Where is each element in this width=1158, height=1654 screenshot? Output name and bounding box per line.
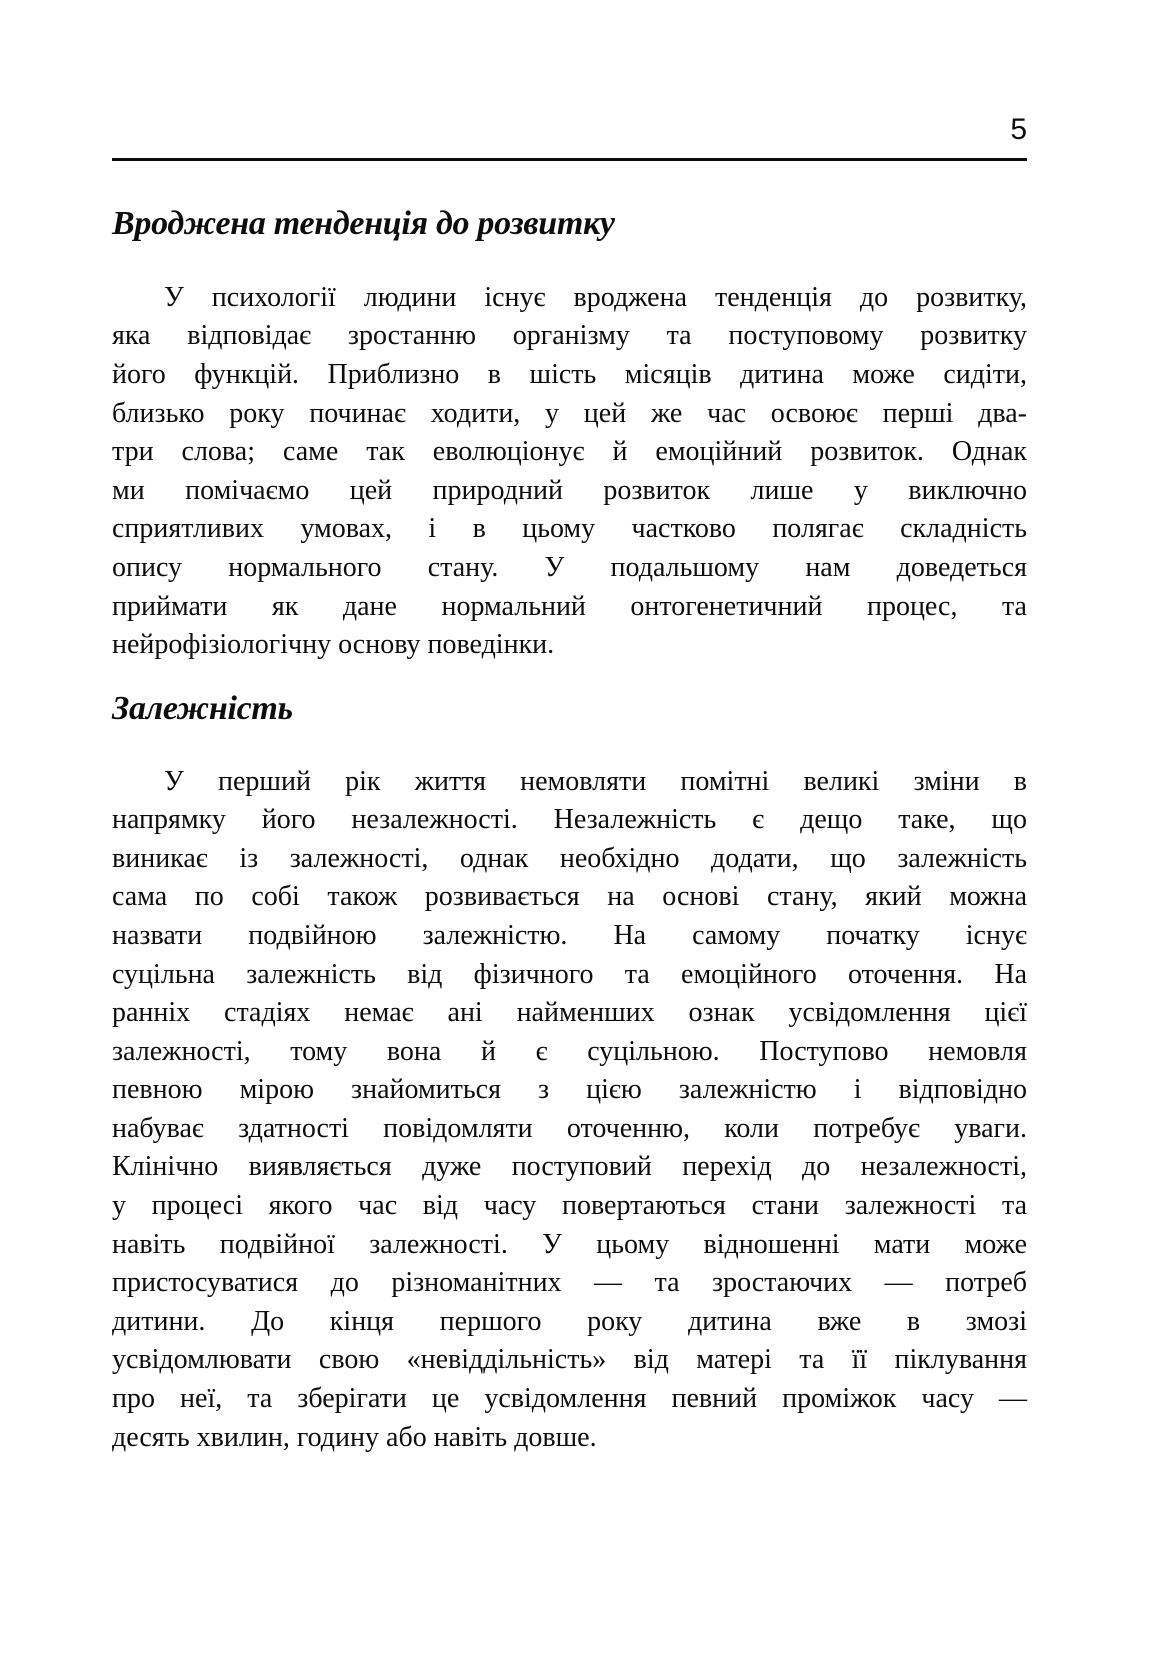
text-line: назвати подвійною залежністю. На самому початку існує [112, 919, 1027, 951]
text-line: у процесі якого час від часу повертаються стани залежності та [112, 1190, 1027, 1222]
text-line: виникає із залежності, однак необхідно додати, що залежність [112, 842, 1027, 874]
page-number: 5 [1010, 113, 1027, 146]
header-rule [112, 158, 1027, 161]
paragraph-dependence [112, 763, 1027, 1458]
text-line: сама по собі також розвивається на основі стану, який можна [112, 881, 1027, 913]
text-line: його функцій. Приблизно в шість місяців дитина може сидіти, [112, 358, 1027, 390]
text-line: опису нормального стану. У подальшому нам доведеться [112, 551, 1027, 583]
text-line: Клінічно виявляється дуже поступовий перехід до незалежності, [112, 1151, 1027, 1183]
text-line: набуває здатності повідомляти оточенню, коли потребує уваги. [112, 1112, 1027, 1144]
text-line: навіть подвійної залежності. У цьому відношенні мати може [112, 1228, 1027, 1260]
text-line: усвідомлювати свою «невіддільність» від матері та її піклування [112, 1344, 1027, 1376]
page-content [112, 0, 1027, 1457]
text-line: десять хвилин, годину або навіть довше. [112, 1421, 597, 1453]
text-line: певною мірою знайомиться з цією залежністю і відповідно [112, 1074, 1027, 1106]
text-line: нейрофізіологічну основу поведінки. [112, 629, 555, 661]
text-line: сприятливих умовах, і в цьому частково полягає складність [112, 513, 1027, 545]
text-line: напрямку його незалежності. Незалежність є дещо таке, що [112, 804, 1027, 836]
text-line: ми помічаємо цей природний розвиток лише у виключно [112, 474, 1027, 506]
text-line: У психології людини існує вроджена тенденція до розвитку, [164, 281, 1027, 313]
text-line: яка відповідає зростанню організму та поступовому розвитку [112, 320, 1027, 352]
text-line: близько року починає ходити, у цей же час освоює перші два- [112, 397, 1027, 429]
text-line: У перший рік життя немовляти помітні великі зміни в [164, 765, 1027, 797]
text-line: дитини. До кінця першого року дитина вже в змозі [112, 1305, 1027, 1337]
text-line: про неї, та зберігати це усвідомлення певний проміжок часу — [112, 1383, 1027, 1415]
section-heading-innate-tendency: Вроджена тенденція до розвитку [112, 205, 615, 242]
text-line: три слова; саме так еволюціонує й емоційний розвиток. Однак [112, 436, 1027, 468]
text-line: приймати як дане нормальний онтогенетичний процес, та [112, 590, 1027, 622]
section-heading-dependence: Залежність [112, 689, 293, 727]
text-line: ранніх стадіях немає ані найменших ознак усвідомлення цієї [112, 997, 1027, 1029]
text-line: пристосуватися до різноманітних — та зростаючих — потреб [112, 1267, 1027, 1299]
text-line: суцільна залежність від фізичного та емоційного оточення. На [112, 958, 1027, 990]
paragraph-innate-tendency [112, 279, 1027, 665]
text-line: залежності, тому вона й є суцільною. Поступово немовля [112, 1035, 1027, 1067]
